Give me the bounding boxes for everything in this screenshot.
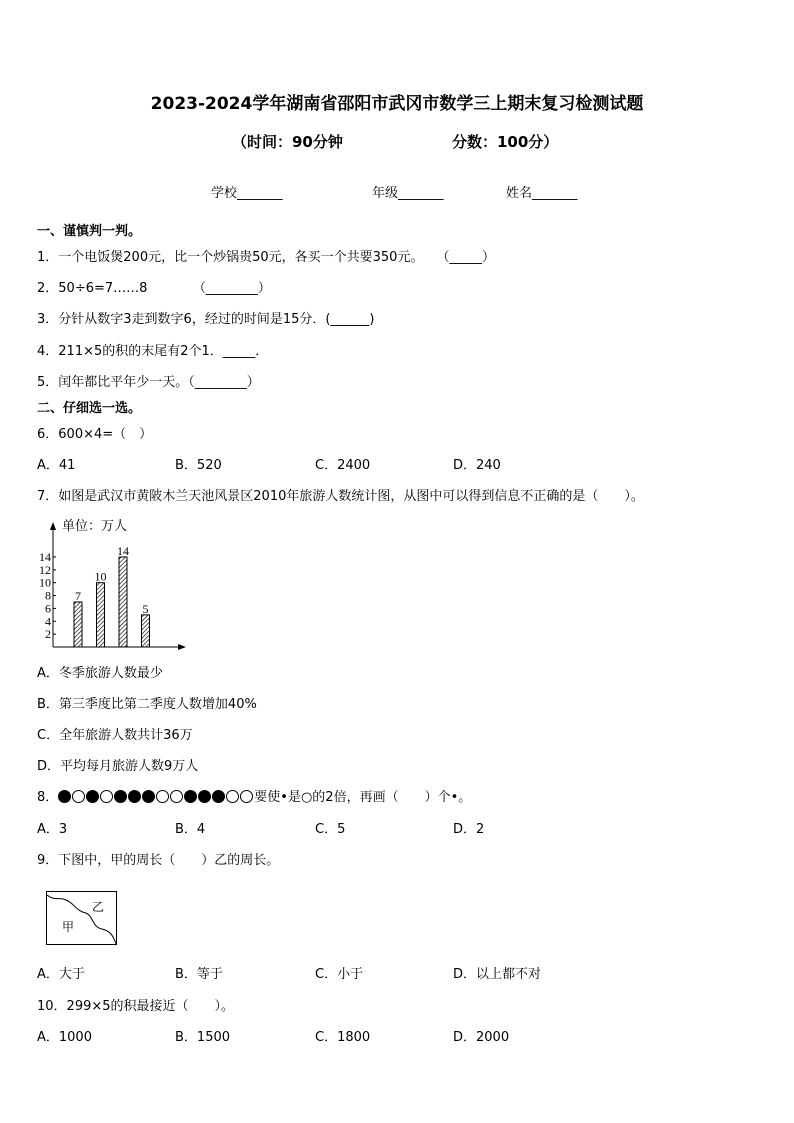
question-8-number: 8．: [37, 790, 59, 805]
y-tick-label: 4: [45, 614, 51, 629]
exam-score: 分数：100分）: [452, 133, 559, 151]
label-jia: 甲: [62, 920, 75, 934]
option-c: C．1800: [315, 1030, 371, 1045]
option-d: D．2000: [453, 1030, 510, 1045]
label-yi: 乙: [92, 900, 105, 914]
empty-circle-icon: [72, 790, 85, 803]
chart-unit-label: 单位：万人: [62, 519, 128, 534]
filled-circle-icon: [86, 790, 99, 803]
exam-time: （时间：90分钟: [232, 133, 343, 151]
option-c: C．2400: [315, 458, 371, 473]
option-b: B．4: [175, 822, 206, 837]
option-d: D．以上都不对: [453, 967, 542, 982]
option-c: C．小于: [315, 967, 364, 982]
tourism-bar-chart: [30, 512, 200, 657]
question-8: [37, 790, 471, 806]
filled-circle-icon: [114, 790, 127, 803]
filled-circle-icon: [198, 790, 211, 803]
empty-circle-icon: [100, 790, 113, 803]
y-tick-label: 12: [39, 562, 51, 577]
perimeter-figure: [46, 891, 118, 947]
x-axis-arrow: [178, 644, 186, 650]
option-d: D．平均每月旅游人数9万人: [37, 759, 199, 774]
page-title: 2023-2024学年湖南省邵阳市武冈市数学三上期末复习检测试题: [150, 94, 644, 114]
school-field[interactable]: 学校_______: [211, 186, 283, 201]
bar-value-label: 14: [117, 543, 129, 558]
section-heading: 二、仔细选一选。: [37, 401, 142, 416]
bar-value-label: 7: [75, 588, 81, 603]
question-7: 7．如图是武汉市黄陂木兰天池风景区2010年旅游人数统计图，从图中可以得到信息不正确的是（ ）。: [37, 489, 644, 504]
empty-circle-icon: [156, 790, 169, 803]
empty-circle-icon: [240, 790, 253, 803]
bar: [74, 602, 82, 647]
option-b: B．等于: [175, 967, 223, 982]
question-8-text: 要使•是○的2倍，再画（ ）个•。: [254, 790, 472, 805]
section-heading: 一、谨慎判一判。: [37, 224, 142, 239]
question-10: 10．299×5的积最接近（ ）。: [37, 999, 235, 1014]
bar: [119, 557, 127, 647]
question-9: 9．下图中，甲的周长（ ）乙的周长。: [37, 853, 280, 868]
bar: [97, 583, 105, 647]
y-axis-arrow: [50, 522, 56, 530]
filled-circle-icon: [184, 790, 197, 803]
filled-circle-icon: [58, 790, 71, 803]
filled-circle-icon: [128, 790, 141, 803]
question-6: 6．600×4=（ ）: [37, 427, 153, 442]
y-tick-label: 14: [39, 549, 51, 564]
y-tick-label: 2: [45, 627, 51, 642]
question-2: 2．50÷6=7……8 （________）: [37, 281, 271, 296]
option-b: B．第三季度比第二季度人数增加40%: [37, 697, 257, 712]
question-5: 5．闰年都比平年少一天。（________）: [37, 375, 260, 390]
circle-sequence: [58, 790, 254, 805]
empty-circle-icon: [226, 790, 239, 803]
option-c: C．全年旅游人数共计36万: [37, 728, 193, 743]
y-tick-label: 6: [45, 601, 51, 616]
option-a: A．1000: [37, 1030, 92, 1045]
question-1: 1．一个电饭煲200元，比一个炒锅贵50元，各买一个共要350元。 （_____）: [37, 250, 495, 265]
option-c: C．5: [315, 822, 346, 837]
option-a: A．大于: [37, 967, 85, 982]
question-3: 3．分针从数字3走到数字6，经过的时间是15分．(______): [37, 312, 375, 327]
question-4: 4．211×5的积的末尾有2个1．_____．: [37, 344, 269, 359]
y-tick-label: 8: [45, 588, 51, 603]
empty-circle-icon: [170, 790, 183, 803]
filled-circle-icon: [142, 790, 155, 803]
option-b: B．520: [175, 458, 222, 473]
option-a: A．41: [37, 458, 76, 473]
option-b: B．1500: [175, 1030, 231, 1045]
grade-field[interactable]: 年级_______: [372, 186, 444, 201]
filled-circle-icon: [212, 790, 225, 803]
y-tick-label: 10: [39, 575, 51, 590]
name-field[interactable]: 姓名_______: [506, 186, 578, 201]
option-d: D．2: [453, 822, 485, 837]
option-a: A．冬季旅游人数最少: [37, 666, 163, 681]
bar-value-label: 5: [142, 601, 149, 616]
bar-value-label: 10: [94, 569, 107, 584]
bar: [142, 615, 150, 647]
option-a: A．3: [37, 822, 68, 837]
option-d: D．240: [453, 458, 501, 473]
